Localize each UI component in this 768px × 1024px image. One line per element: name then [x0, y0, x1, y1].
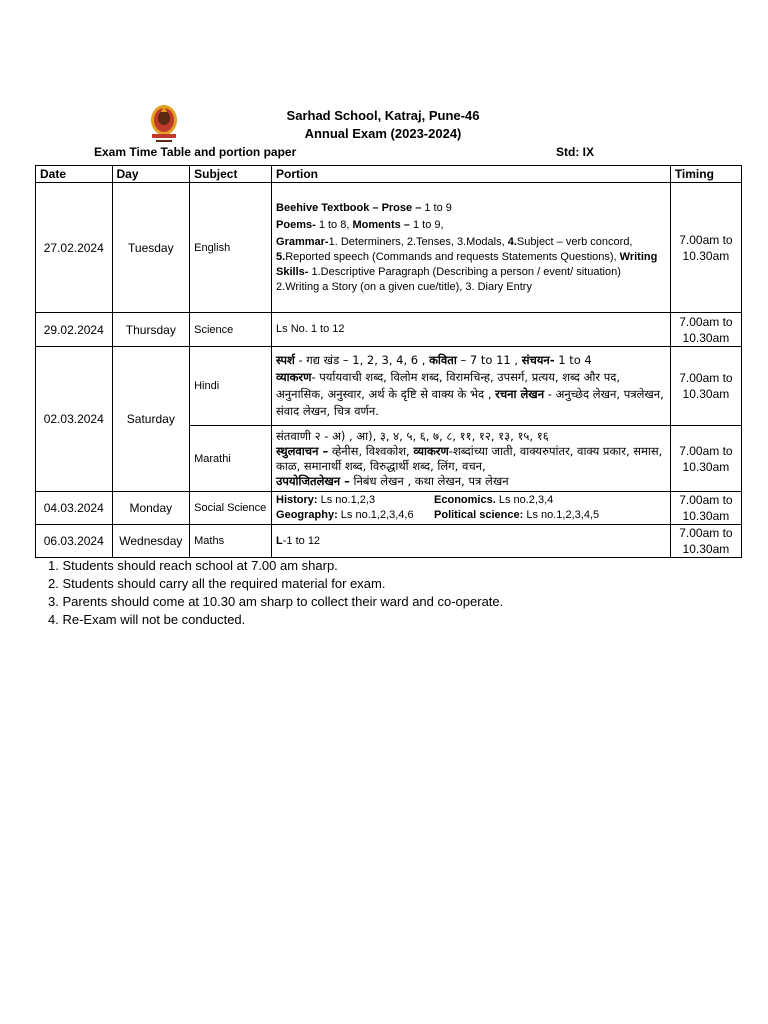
exam-day: Tuesday: [112, 183, 190, 313]
exam-subject: Social Science: [190, 492, 272, 525]
column-header-timing: Timing: [670, 166, 741, 183]
exam-timing: 7.00am to 10.30am: [670, 347, 741, 426]
instructions-list: [48, 557, 503, 629]
exam-portion: स्पर्श - गद्य खंड – 1, 2, 3, 4, 6 , कविता – 7 to 11 , संचयन- 1 to 4 व्याकरण- पर्यायवाची शब्द, विलोम शब्द, विरामचिन्ह, उपसर्ग, प्रत्यय, शब्द और पद, अनुनासिक, अनुस्वार, अर्थ के दृष्टि से वाक्य के भेद , रचना लेखन - अनुच्छेद लेखन, पत्रलेखन, संवाद लेखन, चित्र वर्णन.: [272, 347, 671, 426]
column-header-portion: Portion: [272, 166, 671, 183]
exam-subject: English: [190, 183, 272, 313]
exam-portion: L-1 to 12: [272, 525, 671, 558]
portion-line: Poems- 1 to 8, Moments – 1 to 9,: [276, 218, 444, 231]
table-row-maths: [36, 525, 742, 558]
exam-subject: Hindi: [190, 347, 272, 426]
column-header-date: Date: [36, 166, 113, 183]
portion-line: History: Ls no.1,2,3 Economics. Ls no.2,3,4: [276, 494, 554, 506]
exam-subject: Science: [190, 313, 272, 347]
exam-day: Monday: [112, 492, 190, 525]
school-emblem-icon: [146, 100, 182, 144]
exam-day: Wednesday: [112, 525, 190, 558]
standard-label: Std: IX: [556, 145, 594, 159]
exam-date: 27.02.2024: [36, 183, 113, 313]
column-header-day: Day: [112, 166, 190, 183]
timetable: [35, 165, 742, 558]
exam-portion: [272, 183, 671, 313]
portion-line: Grammar-1. Determiners, 2.Tenses, 3.Modals, 4.Subject – verb concord, 5.Reported speech (Commands and requests Statements Questions), Writing Skills- 1.Descriptive Paragraph (Describing a person / event/ situation) 2.Writing a Story (on a given cue/title), 3. Diary Entry: [276, 235, 658, 293]
document-subtitle: Exam Time Table and portion paper: [94, 145, 297, 159]
instruction-item: 4. Re-Exam will not be conducted.: [48, 612, 246, 627]
portion-line: Geography: Ls no.1,2,3,4,6 Political science: Ls no.1,2,3,4,5: [276, 509, 600, 521]
exam-portion: [272, 492, 671, 525]
exam-date: 29.02.2024: [36, 313, 113, 347]
table-row-english: [36, 183, 742, 313]
table-row-science: [36, 313, 742, 347]
exam-timing: 7.00am to 10.30am: [670, 525, 741, 558]
exam-date: 02.03.2024: [36, 347, 113, 492]
exam-day: Saturday: [112, 347, 190, 492]
table-row-social-science: [36, 492, 742, 525]
exam-portion: Ls No. 1 to 12: [272, 313, 671, 347]
exam-timing: 7.00am to 10.30am: [670, 426, 741, 492]
exam-subject: Marathi: [190, 426, 272, 492]
exam-timing: 7.00am to 10.30am: [670, 492, 741, 525]
column-header-subject: Subject: [190, 166, 272, 183]
instruction-item: 3. Parents should come at 10.30 am sharp to collect their ward and co-operate.: [48, 594, 504, 609]
exam-date: 06.03.2024: [36, 525, 113, 558]
exam-day: Thursday: [112, 313, 190, 347]
exam-timing: 7.00am to 10.30am: [670, 183, 741, 313]
instruction-item: 1. Students should reach school at 7.00 am sharp.: [48, 558, 338, 573]
school-name: Sarhad School, Katraj, Pune-46: [286, 108, 480, 123]
exam-title: Annual Exam (2023-2024): [304, 126, 462, 141]
exam-subject: Maths: [190, 525, 272, 558]
exam-portion: संतवाणी २ - अ) , आ), ३, ४, ५, ६, ७, ८, ११, १२, १३, १५, १६ स्थुलवाचन – व्हेनीस, विश्वकोश, व्याकरण-शब्दांच्या जाती, वाक्यरुपांतर, वाक्य प्रकार, समास, काळ, समानार्थी शब्द, विरुद्धार्थी शब्द, लिंग, वचन, उपयोजितलेखन – निबंध लेखन , कथा लेखन, पत्र लेखन: [272, 426, 671, 492]
table-row-hindi: [36, 347, 742, 426]
table-header-row: [36, 166, 742, 183]
instruction-item: 2. Students should carry all the required material for exam.: [48, 576, 386, 591]
exam-date: 04.03.2024: [36, 492, 113, 525]
portion-line: Beehive Textbook – Prose – 1 to 9: [276, 201, 452, 214]
exam-timing: 7.00am to 10.30am: [670, 313, 741, 347]
